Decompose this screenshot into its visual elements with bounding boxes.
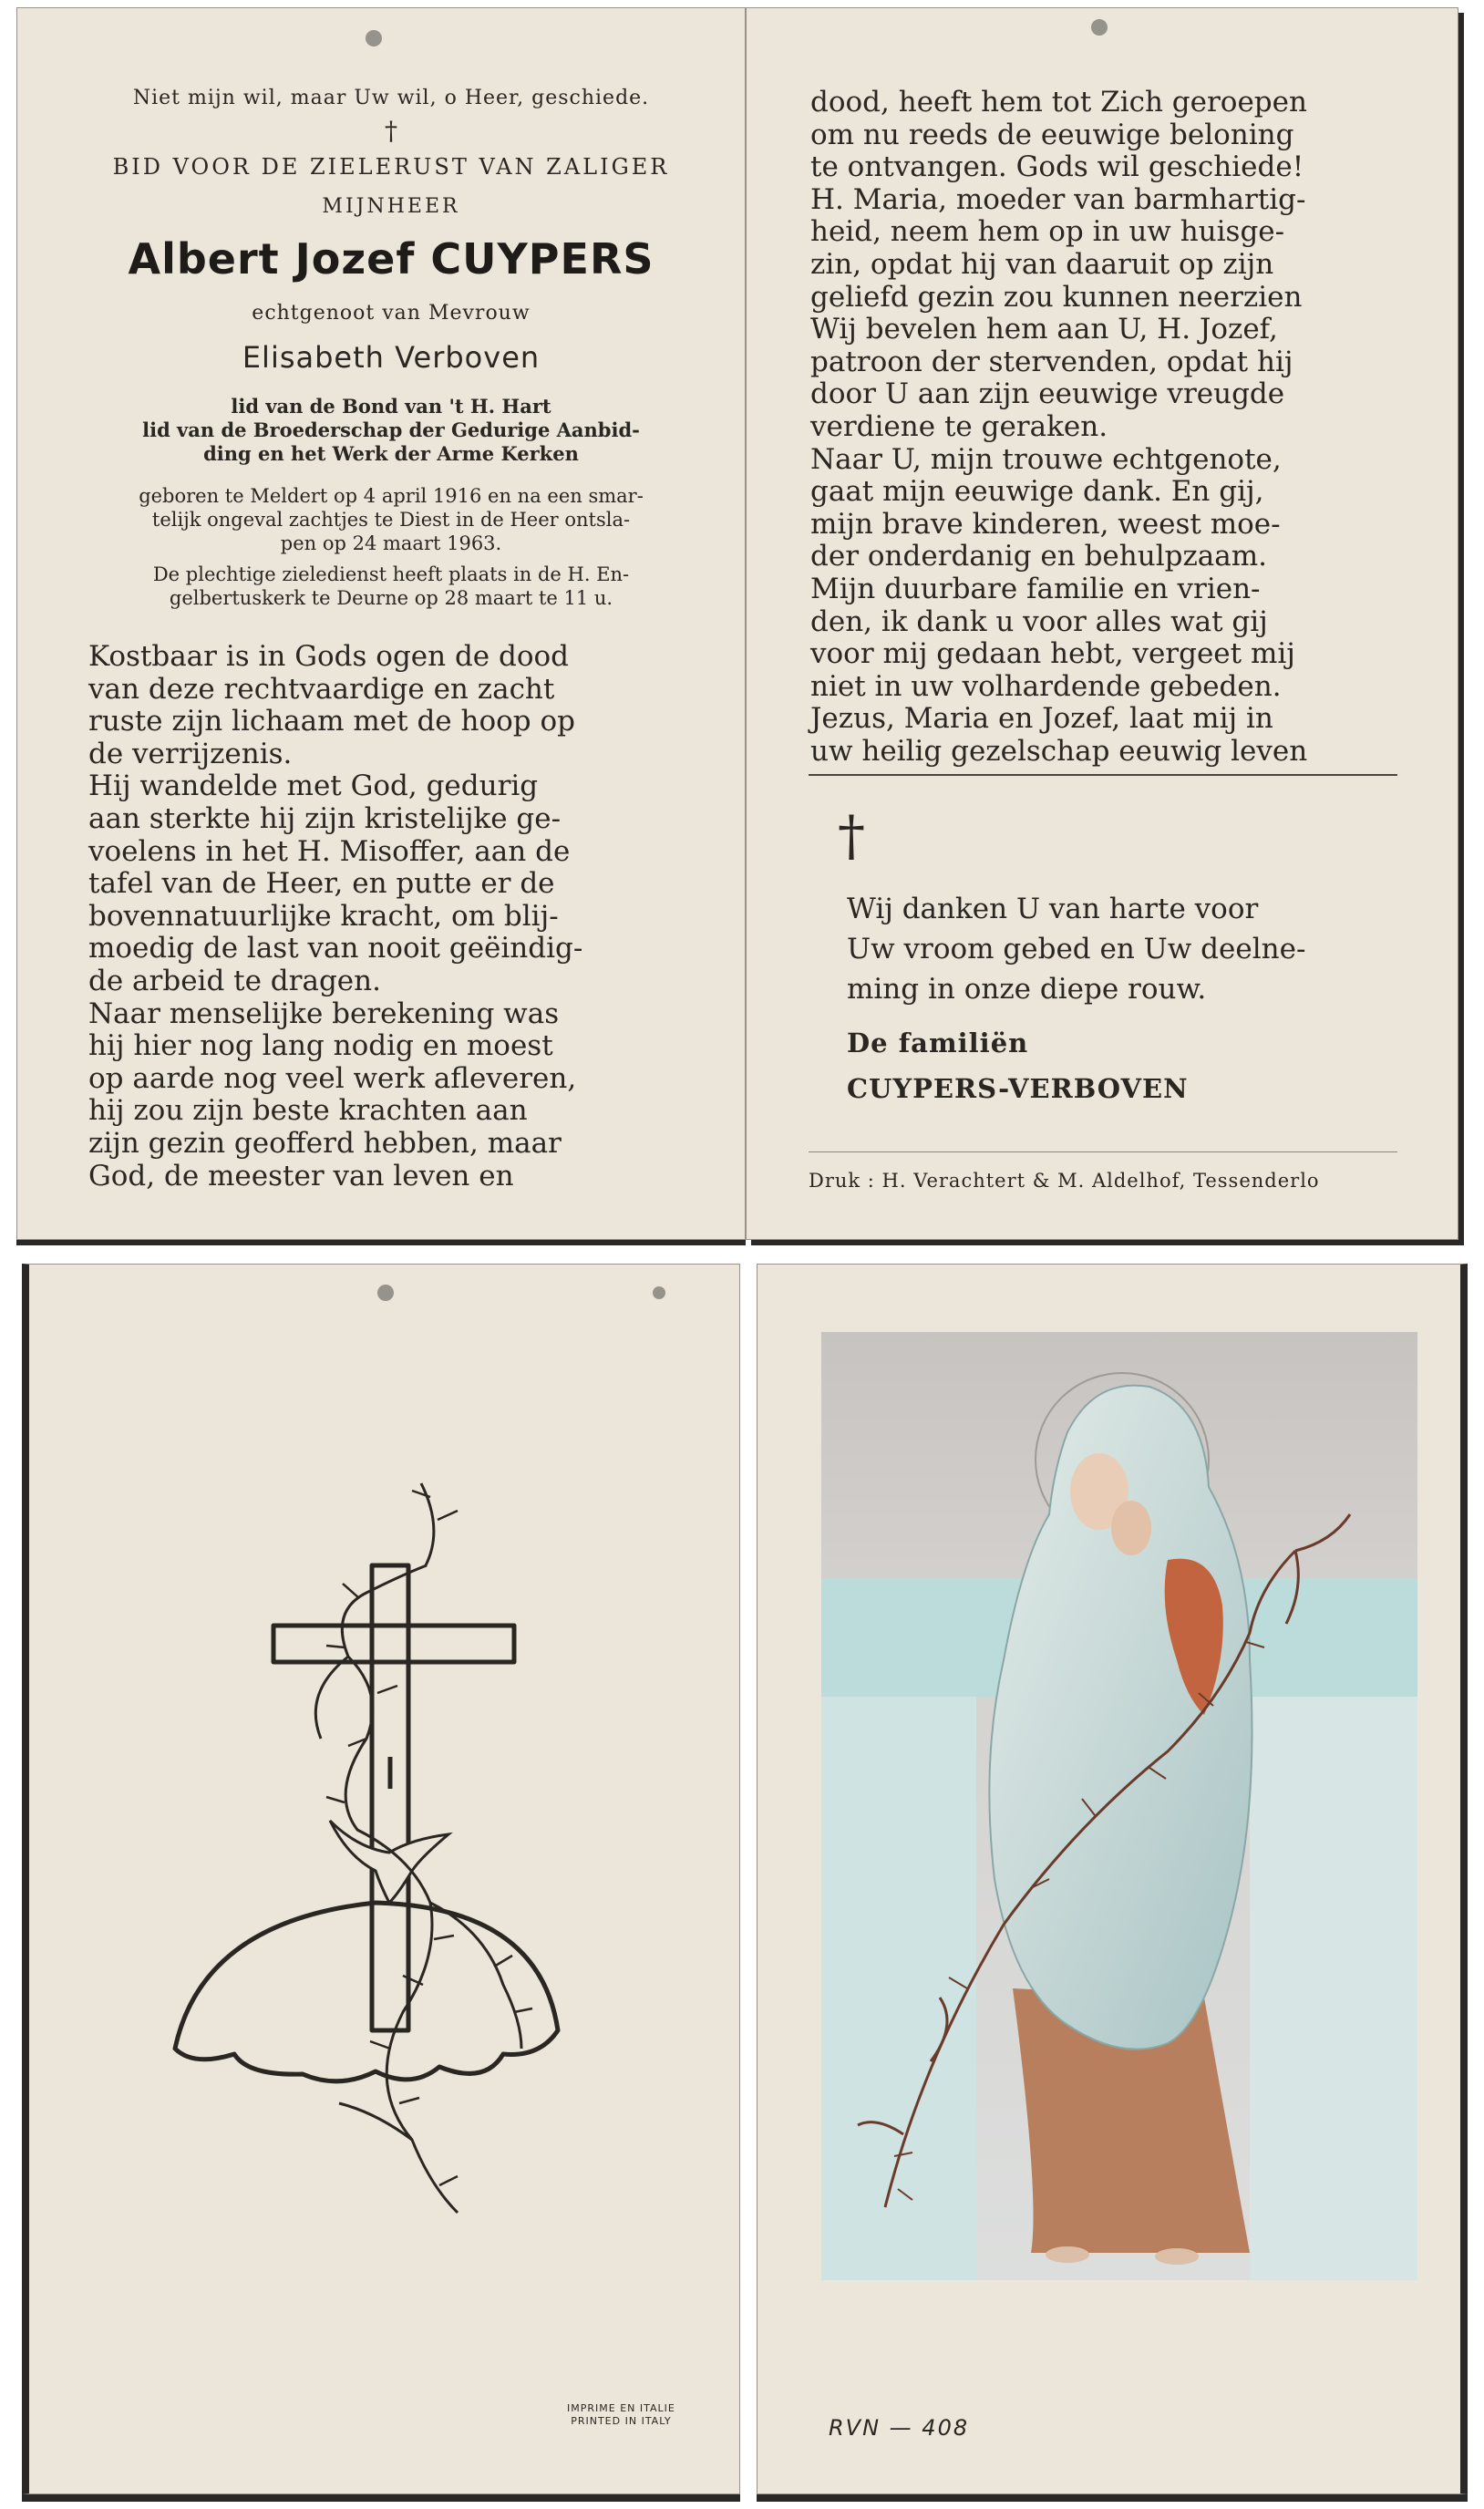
pin-hole: [1091, 19, 1108, 36]
family-label: De familiën: [847, 1027, 1029, 1058]
membership-line: lid van de Broederschap der Gedurige Aanbid-: [142, 418, 640, 441]
text-line: Naar U, mijn trouwe echtgenote,: [810, 442, 1282, 476]
text-line: gaat mijn eeuwige dank. En gij,: [810, 475, 1264, 509]
text-line: der onderdanig en behulpzaam.: [810, 540, 1267, 573]
text-line: tafel van de Heer, en putte er de: [88, 867, 555, 901]
text-line: verdiene te geraken.: [810, 409, 1108, 443]
catalog-code: RVN — 408: [829, 2415, 970, 2441]
text-line: om nu reeds de eeuwige beloning: [810, 118, 1294, 151]
text-line: van deze rechtvaardige en zacht: [88, 672, 555, 706]
info-line: telijk ongeval zachtjes te Diest in de Heer ontsla-: [151, 509, 631, 531]
text-line: uw heilig gezelschap eeuwig leven: [810, 734, 1308, 768]
text-line: Wij bevelen hem aan U, H. Jozef,: [810, 313, 1278, 346]
imprint-line: IMPRIME EN ITALIE: [567, 2402, 675, 2414]
text-line: God, de meester van leven en: [88, 1159, 514, 1193]
text-line: niet in uw volhardende gebeden.: [810, 669, 1282, 703]
deceased-name: Albert Jozef CUYPERS: [128, 234, 654, 284]
text-line: hij zou zijn beste krachten aan: [88, 1094, 528, 1128]
text-line: bovennatuurlijke kracht, om blij-: [88, 899, 559, 933]
text-line: moedig de last van nooit geëindig-: [88, 932, 583, 965]
card-inner-right-page: [746, 7, 1458, 1240]
text-line: Mijn duurbare familie en vrien-: [810, 572, 1261, 605]
text-line: patroon der stervenden, opdat hij: [810, 345, 1293, 378]
prayer-request: BID VOOR DE ZIELERUST VAN ZALIGER: [112, 154, 670, 180]
text-line: Jezus, Maria en Jozef, laat mij in: [810, 702, 1273, 736]
text-line: zijn gezin geofferd hebben, maar: [88, 1126, 562, 1160]
text-line: door U aan zijn eeuwige vreugde: [810, 377, 1285, 411]
body-text-right: [810, 87, 1394, 768]
cross-icon: †: [385, 116, 397, 146]
printer-credit: Druk : H. Verachtert & M. Aldelhof, Tessenderlo: [809, 1170, 1320, 1192]
funeral-info: [54, 563, 728, 610]
pin-hole: [366, 30, 382, 46]
text-line: ruste zijn lichaam met de hoop op: [88, 705, 575, 738]
imprint-line: PRINTED IN ITALY: [571, 2415, 672, 2427]
info-line: pen op 24 maart 1963.: [280, 532, 502, 554]
motto: Niet mijn wil, maar Uw wil, o Heer, geschiede.: [132, 87, 650, 109]
text-line: geliefd gezin zou kunnen neerzien: [810, 280, 1303, 314]
text-line: den, ik dank u voor alles wat gij: [810, 604, 1268, 638]
text-line: mijn brave kinderen, weest moe-: [810, 507, 1281, 541]
text-line: Hij wandelde met God, gedurig: [88, 769, 539, 803]
text-line: te ontvangen. Gods wil geschiede!: [810, 150, 1304, 184]
text-line: Naar menselijke berekening was: [88, 996, 560, 1030]
divider: [809, 774, 1397, 776]
virgin-mary-image: [821, 1332, 1417, 2280]
text-line: voelens in het H. Misoffer, aan de: [88, 834, 571, 868]
thanks-line: ming in onze diepe rouw.: [847, 973, 1207, 1006]
birth-death-info: [54, 484, 728, 555]
membership-line: ding en het Werk der Arme Kerken: [203, 442, 579, 465]
spouse-intro: echtgenoot van Mevrouw: [252, 302, 531, 325]
text-line: voor mij gedaan hebt, vergeet mij: [810, 637, 1295, 671]
text-line: H. Maria, moeder van barmhartig-: [810, 182, 1306, 216]
spouse-name: Elisabeth Verboven: [242, 340, 541, 375]
text-line: zin, opdat hij van daaruit op zijn: [810, 247, 1274, 281]
text-line: aan sterkte hij zijn kristelijke ge-: [88, 801, 562, 835]
text-line: dood, heeft hem tot Zich geroepen: [810, 86, 1307, 119]
cross-with-thorns-icon: [29, 1265, 747, 2495]
body-text-left: [88, 641, 681, 1193]
imprint-text: [567, 2402, 675, 2428]
thanks-text: [847, 889, 1394, 1009]
family-name: CUYPERS-VERBOVEN: [847, 1073, 1189, 1104]
memberships: [54, 395, 728, 466]
text-line: heid, neem hem op in uw huisge-: [810, 215, 1285, 249]
card-inner-left-page: [16, 7, 746, 1240]
thanks-line: Uw vroom gebed en Uw deelne-: [847, 933, 1306, 965]
thanks-line: Wij danken U van harte voor: [847, 893, 1259, 925]
text-line: de arbeid te dragen.: [88, 964, 381, 997]
text-line: de verrijzenis.: [88, 737, 293, 770]
text-line: Kostbaar is in Gods ogen de dood: [88, 640, 570, 673]
title-mijnheer: MIJNHEER: [322, 195, 460, 218]
info-line: De plechtige zieledienst heeft plaats in de H. En-: [152, 563, 630, 585]
card-front-cover: [757, 1264, 1468, 2494]
card-back-cover: [22, 1264, 740, 2494]
info-line: geboren te Meldert op 4 april 1916 en na een smar-: [139, 485, 644, 507]
text-line: hij hier nog lang nodig en moest: [88, 1029, 553, 1063]
cross-icon: †: [838, 804, 865, 868]
divider: [809, 1151, 1397, 1152]
membership-line: lid van de Bond van 't H. Hart: [231, 395, 551, 418]
text-line: op aarde nog veel werk afleveren,: [88, 1061, 577, 1095]
info-line: gelbertuskerk te Deurne op 28 maart te 11 u.: [169, 587, 613, 609]
